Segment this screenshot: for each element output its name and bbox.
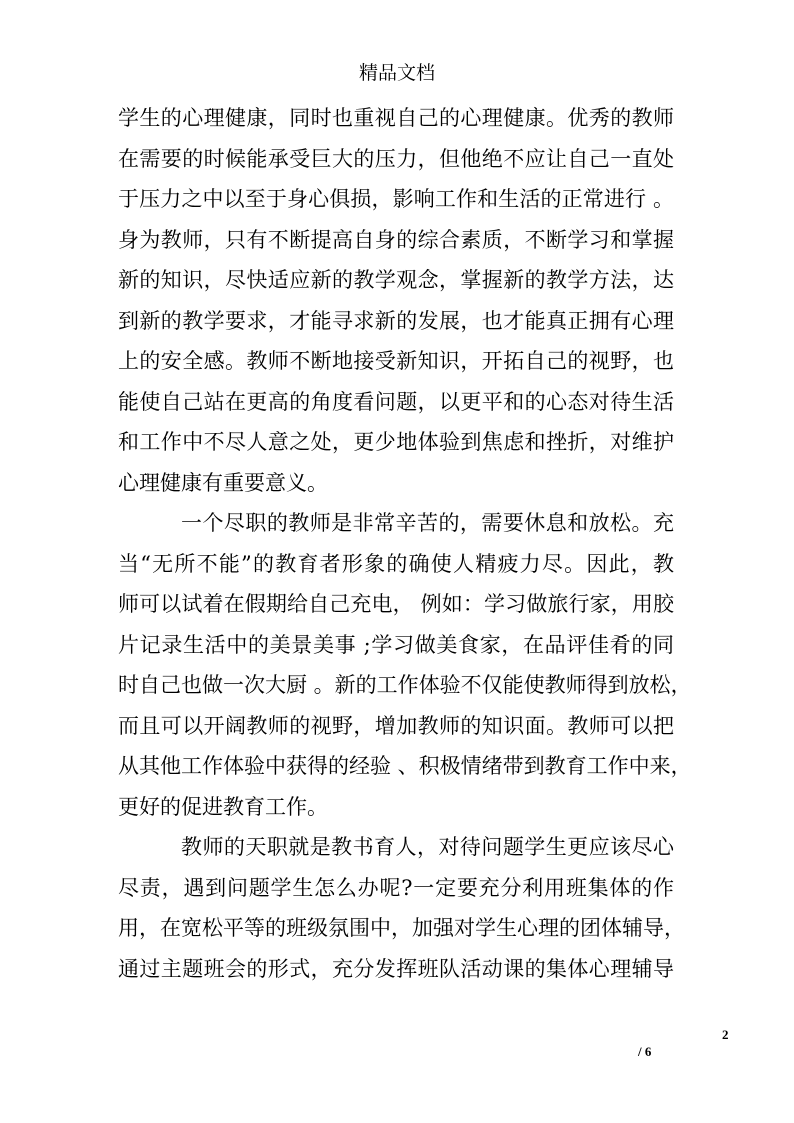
text-line: 和工作中不尽人意之处，更少地体验到焦虑和挫折，对维护 xyxy=(118,430,674,454)
text-line: 更好的促进教育工作。 xyxy=(118,794,328,819)
text-line: 身为教师，只有不断提高自身的综合素质，不断学习和掌握 xyxy=(118,227,674,252)
text-line: 上的安全感。教师不断地接受新知识，开拓自己的视野，也 xyxy=(118,349,674,373)
text-line: 心理健康有重要意义。 xyxy=(118,470,328,495)
text-line: 而且可以开阔教师的视野，增加教师的知识面。教师可以把 xyxy=(118,713,674,738)
document-header: 精品文档 xyxy=(358,62,435,84)
text-line: 尽责，遇到问题学生怎么办呢?一定要充分利用班集体的作 xyxy=(118,875,674,900)
text-line: 师可以试着在假期给自己充电， 例如：学习做旅行家，用胶 xyxy=(118,592,674,616)
text-line: 通过主题班会的形式，充分发挥班队活动课的集体心理辅导 xyxy=(118,956,674,981)
text-line: 到新的教学要求，才能寻求新的发展，也才能真正拥有心理 xyxy=(118,308,674,333)
text-line: 当“无所不能”的教育者形象的确使人精疲力尽。因此，教 xyxy=(118,551,674,576)
text-line: 于压力之中以至于身心俱损，影响工作和生活的正常进行 。 xyxy=(118,187,674,211)
text-line: 从其他工作体验中获得的经验 、积极情绪带到教育工作中来， xyxy=(118,754,692,778)
text-line: 片记录生活中的美景美事 ;学习做美食家，在品评佳肴的同 xyxy=(118,632,674,657)
document-body xyxy=(118,98,692,989)
text-line: 时自己也做一次大厨 。新的工作体验不仅能使教师得到放松， xyxy=(118,673,692,697)
text-line: 在需要的时候能承受巨大的压力，但他绝不应让自己一直处 xyxy=(118,146,674,171)
text-line: 能使自己站在更高的角度看问题，以更平和的心态对待生活 xyxy=(118,389,674,414)
text-line: 用，在宽松平等的班级氛围中，加强对学生心理的团体辅导， xyxy=(118,916,685,940)
text-line: 新的知识，尽快适应新的教学观念，掌握新的教学方法，达 xyxy=(118,268,674,292)
text-line: 一个尽职的教师是非常辛苦的，需要休息和放松。充 xyxy=(181,511,674,535)
page-total: / 6 xyxy=(638,1044,652,1059)
text-line: 教师的天职就是教书育人，对待问题学生更应该尽心 xyxy=(181,835,674,859)
text-line: 学生的心理健康，同时也重视自己的心理健康。优秀的教师 xyxy=(118,106,674,130)
page-number: 2 xyxy=(722,1027,729,1042)
